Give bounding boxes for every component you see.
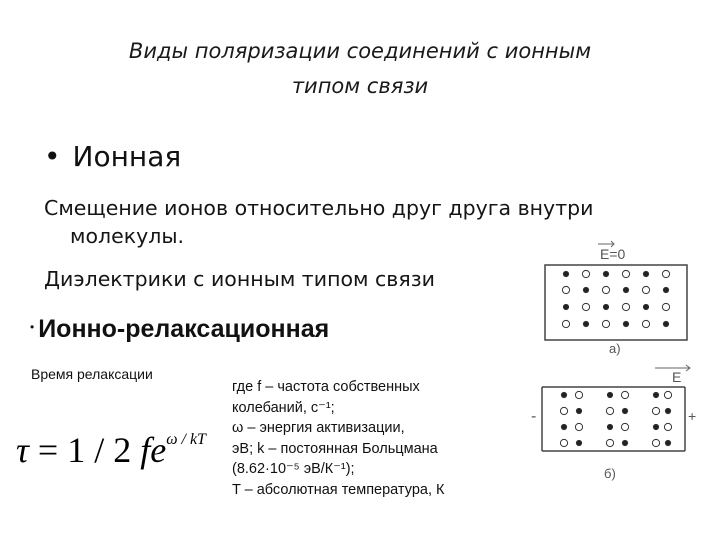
bullet-ion-relaxation-label: Ионно-релаксационная bbox=[38, 315, 330, 343]
cation-ion bbox=[607, 424, 612, 429]
anion-ion bbox=[575, 391, 582, 398]
formula-e: e bbox=[150, 430, 167, 470]
cation-ion bbox=[653, 424, 658, 429]
cation-ion bbox=[563, 271, 568, 276]
paragraph-line-2: молекулы. bbox=[70, 224, 185, 248]
anion-ion bbox=[664, 423, 671, 430]
anion-ion bbox=[560, 407, 567, 414]
cation-ion bbox=[603, 304, 608, 309]
anion-ion bbox=[606, 439, 613, 446]
cation-ion bbox=[653, 392, 658, 397]
paragraph-line-1: Смещение ионов относительно друг друга внутри bbox=[44, 196, 594, 220]
anion-ion bbox=[642, 286, 649, 293]
formula-equals: = 1 / 2 bbox=[28, 430, 141, 470]
anion-ion bbox=[652, 439, 659, 446]
field-label: E bbox=[672, 369, 682, 385]
figure-a-no-field bbox=[545, 241, 687, 356]
cation-ion bbox=[643, 271, 648, 276]
caption-a: а) bbox=[609, 341, 621, 356]
legend-line-4: эВ; k – постоянная Больцмана bbox=[232, 440, 438, 457]
legend-line-6: T – абсолютная температура, К bbox=[232, 481, 445, 498]
cation-ion bbox=[561, 424, 566, 429]
formula-exponent: ω / kT bbox=[166, 431, 206, 448]
cation-ion bbox=[583, 321, 588, 326]
cation-ion bbox=[563, 304, 568, 309]
anion-ion bbox=[582, 303, 589, 310]
anion-ion bbox=[575, 423, 582, 430]
cation-ion bbox=[603, 271, 608, 276]
cation-ion bbox=[663, 321, 668, 326]
cation-ion bbox=[665, 408, 670, 413]
cation-ion bbox=[623, 287, 628, 292]
formula-f: f bbox=[140, 430, 151, 470]
anion-ion bbox=[562, 320, 569, 327]
anion-ion bbox=[621, 391, 628, 398]
formula-tau: τ bbox=[16, 430, 29, 470]
cation-ion bbox=[583, 287, 588, 292]
legend-line-1: где f – частота собственных bbox=[232, 379, 420, 395]
legend-line-3: ω – энергия активизации, bbox=[232, 420, 405, 437]
cation-ion bbox=[663, 287, 668, 292]
cation-ion bbox=[576, 408, 581, 413]
cation-ion bbox=[576, 440, 581, 445]
legend-line-5: (8.62·10⁻⁵ эВ/К⁻¹); bbox=[232, 461, 355, 478]
title-line-1: Виды поляризации соединений с ионным bbox=[128, 39, 592, 63]
anion-ion bbox=[662, 270, 669, 277]
anion-ion bbox=[606, 407, 613, 414]
anion-ion bbox=[621, 423, 628, 430]
anion-ion bbox=[582, 270, 589, 277]
anion-ion bbox=[652, 407, 659, 414]
bullet-ionic-label: Ионная bbox=[72, 140, 182, 173]
bullet-dot: • bbox=[44, 140, 61, 173]
lattice-ions-bottom bbox=[560, 391, 671, 446]
cation-ion bbox=[607, 392, 612, 397]
cation-ion bbox=[665, 440, 670, 445]
anion-ion bbox=[622, 303, 629, 310]
anion-ion bbox=[602, 320, 609, 327]
minus-sign: - bbox=[531, 408, 537, 425]
cation-ion bbox=[643, 304, 648, 309]
cation-ion bbox=[623, 321, 628, 326]
anion-ion bbox=[664, 391, 671, 398]
anion-ion bbox=[562, 286, 569, 293]
plus-sign: + bbox=[688, 408, 697, 424]
paragraph-dielectrics: Диэлектрики с ионным типом связи bbox=[44, 267, 435, 291]
anion-ion bbox=[560, 439, 567, 446]
anion-ion bbox=[622, 270, 629, 277]
cation-ion bbox=[622, 408, 627, 413]
lattice-ions-top bbox=[562, 270, 669, 327]
anion-ion bbox=[642, 320, 649, 327]
anion-ion bbox=[662, 303, 669, 310]
figure-b-field-applied bbox=[531, 365, 696, 481]
field-zero-label: E=0 bbox=[600, 246, 626, 262]
anion-ion bbox=[602, 286, 609, 293]
relaxation-time-label: Время релаксации bbox=[31, 366, 153, 382]
legend-line-2: колебаний, с⁻¹; bbox=[232, 399, 335, 416]
title-line-2: типом связи bbox=[291, 74, 429, 98]
bullet-dot-small: • bbox=[30, 320, 35, 334]
cation-ion bbox=[561, 392, 566, 397]
caption-b: б) bbox=[604, 466, 616, 481]
cation-ion bbox=[622, 440, 627, 445]
